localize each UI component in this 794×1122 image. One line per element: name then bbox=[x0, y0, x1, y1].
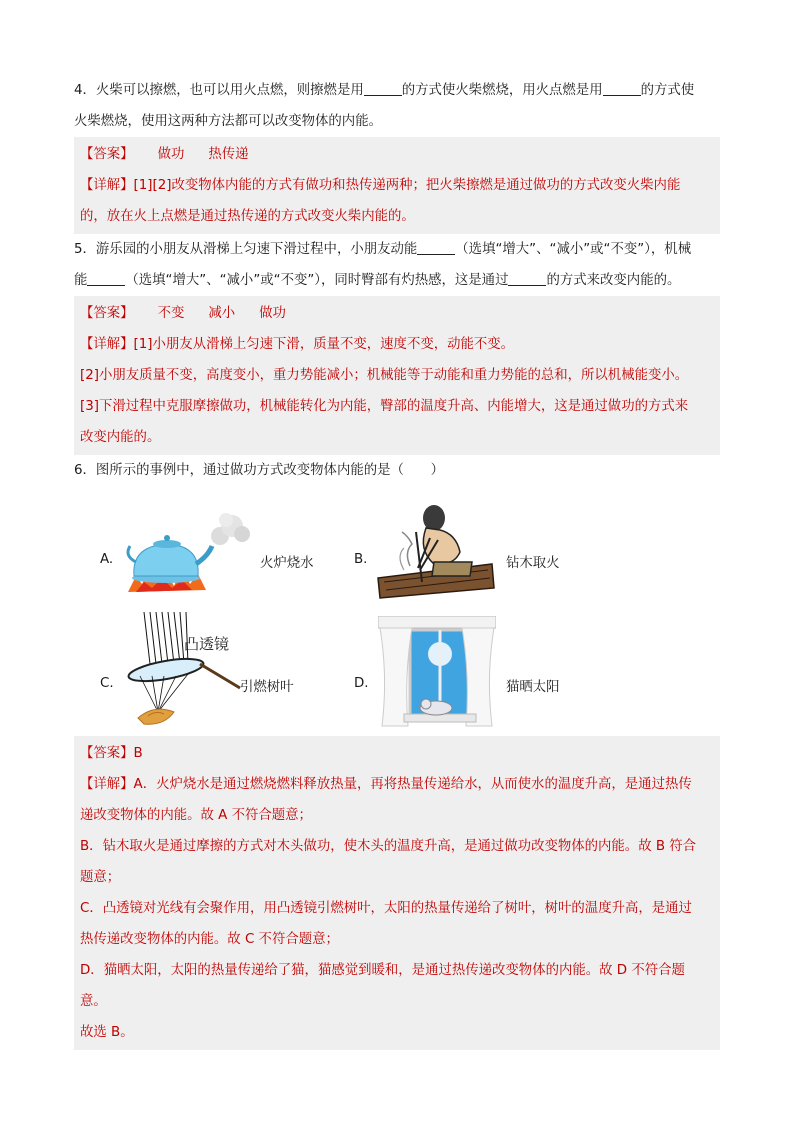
answer-blank bbox=[364, 82, 402, 96]
q5-text: 5．游乐园的小朋友从滑梯上匀速下滑过程中，小朋友动能 bbox=[74, 242, 418, 257]
q4-detail-line2: 的，放在火上点燃是通过热传递的方式改变火柴内能的。 bbox=[80, 209, 415, 224]
q5-detail-1: 【详解】[1]小朋友从滑梯上匀速下滑，质量不变，速度不变，动能不变。 bbox=[80, 337, 515, 352]
answer-blank bbox=[87, 272, 125, 286]
answer-label: 【答案】 bbox=[80, 147, 134, 162]
q6-answer: 【答案】B bbox=[80, 746, 143, 761]
q6-detail-c2: 热传递改变物体的内能。故 C 不符合题意； bbox=[80, 932, 339, 947]
q5-answer-box bbox=[74, 296, 720, 455]
option-b-caption: 钻木取火 bbox=[506, 556, 560, 571]
answer-item: 做功 bbox=[157, 147, 185, 162]
answer-label: 【答案】 bbox=[80, 306, 134, 321]
q6-conclusion: 故选 B。 bbox=[80, 1025, 134, 1040]
option-c-letter: C. bbox=[100, 676, 114, 691]
q4-answer bbox=[80, 139, 714, 170]
q6-detail-b2: 题意； bbox=[80, 870, 121, 885]
q6-stem: 6．图所示的事例中，通过做功方式改变物体内能的是（ ） bbox=[74, 463, 445, 478]
option-d-letter: D. bbox=[354, 676, 369, 691]
answer-item: 做功 bbox=[259, 306, 286, 321]
q4-stem-line1 bbox=[74, 75, 720, 106]
q4-stem-line2: 火柴燃烧，使用这两种方法都可以改变物体的内能。 bbox=[74, 114, 382, 129]
lens-label: 凸透镜 bbox=[184, 635, 230, 653]
answer-blank bbox=[603, 82, 641, 96]
answer-item: 热传递 bbox=[208, 147, 249, 162]
magnifier-leaf-icon bbox=[118, 612, 248, 730]
cat-window-sun-icon bbox=[378, 616, 496, 728]
q5-detail-3a: [3]下滑过程中克服摩擦做功，机械能转化为内能，臀部的温度升高、内能增大，这是通过做功的方式来 bbox=[80, 399, 689, 414]
q4-text: 4．火柴可以擦燃，也可以用火点燃，则擦燃是用 bbox=[74, 83, 364, 98]
q5-stem-line1 bbox=[74, 234, 720, 265]
kettle-on-fire-icon bbox=[122, 512, 252, 598]
page-content bbox=[74, 75, 720, 1050]
q5-answer bbox=[80, 298, 714, 329]
q6-detail-a2: 递改变物体的内能。故 A 不符合题意； bbox=[80, 808, 312, 823]
q6-detail-c1: C．凸透镜对光线有会聚作用，用凸透镜引燃树叶，太阳的热量传递给了树叶，树叶的温度升高，是通过 bbox=[80, 901, 692, 916]
option-a-caption: 火炉烧水 bbox=[260, 556, 314, 571]
q4-detail-line1: 【详解】[1][2]改变物体内能的方式有做功和热传递两种；把火柴擦燃是通过做功的方式改变火柴内能 bbox=[80, 178, 681, 193]
q6-detail-b1: B．钻木取火是通过摩擦的方式对木头做功，使木头的温度升高，是通过做功改变物体的内能。故 B 符合 bbox=[80, 839, 697, 854]
drilling-wood-fire-icon bbox=[374, 492, 496, 600]
q5-stem-line2 bbox=[74, 265, 720, 296]
answer-blank bbox=[508, 272, 546, 286]
q4-text: 的方式使 bbox=[640, 83, 695, 98]
q5-text: （选填“增大”、“减小”或“不变”），同时臀部有灼热感，这是通过 bbox=[125, 273, 509, 288]
q5-text: 能 bbox=[74, 273, 88, 288]
option-a-letter: A. bbox=[100, 552, 114, 567]
q6-answer-box bbox=[74, 736, 720, 1050]
q5-text: 的方式来改变内能的。 bbox=[546, 273, 681, 288]
answer-blank bbox=[417, 241, 455, 255]
q5-detail-2: [2]小朋友质量不变，高度变小，重力势能减小；机械能等于动能和重力势能的总和，所以机械能变小。 bbox=[80, 368, 689, 383]
q6-detail-a1: 【详解】A．火炉烧水是通过燃烧燃料释放热量，再将热量传递给水，从而使水的温度升高，是通过热传 bbox=[80, 777, 692, 792]
q6-options bbox=[74, 490, 720, 730]
answer-item: 减小 bbox=[208, 306, 236, 321]
q5-detail-3b: 改变内能的。 bbox=[80, 430, 161, 445]
q6-detail-d1: D．猫晒太阳，太阳的热量传递给了猫，猫感觉到暖和，是通过热传递改变物体的内能。故 D 不符合题 bbox=[80, 963, 685, 978]
option-b-letter: B. bbox=[354, 552, 368, 567]
q4-answer-box bbox=[74, 137, 720, 234]
q4-text: 的方式使火柴燃烧，用火点燃是用 bbox=[401, 83, 603, 98]
option-c-caption: 引燃树叶 bbox=[240, 680, 294, 695]
answer-item: 不变 bbox=[157, 306, 185, 321]
option-d-caption: 猫晒太阳 bbox=[506, 680, 560, 695]
q5-text: （选填“增大”、“减小”或“不变”），机械 bbox=[455, 242, 692, 257]
q6-detail-d2: 意。 bbox=[80, 994, 107, 1009]
